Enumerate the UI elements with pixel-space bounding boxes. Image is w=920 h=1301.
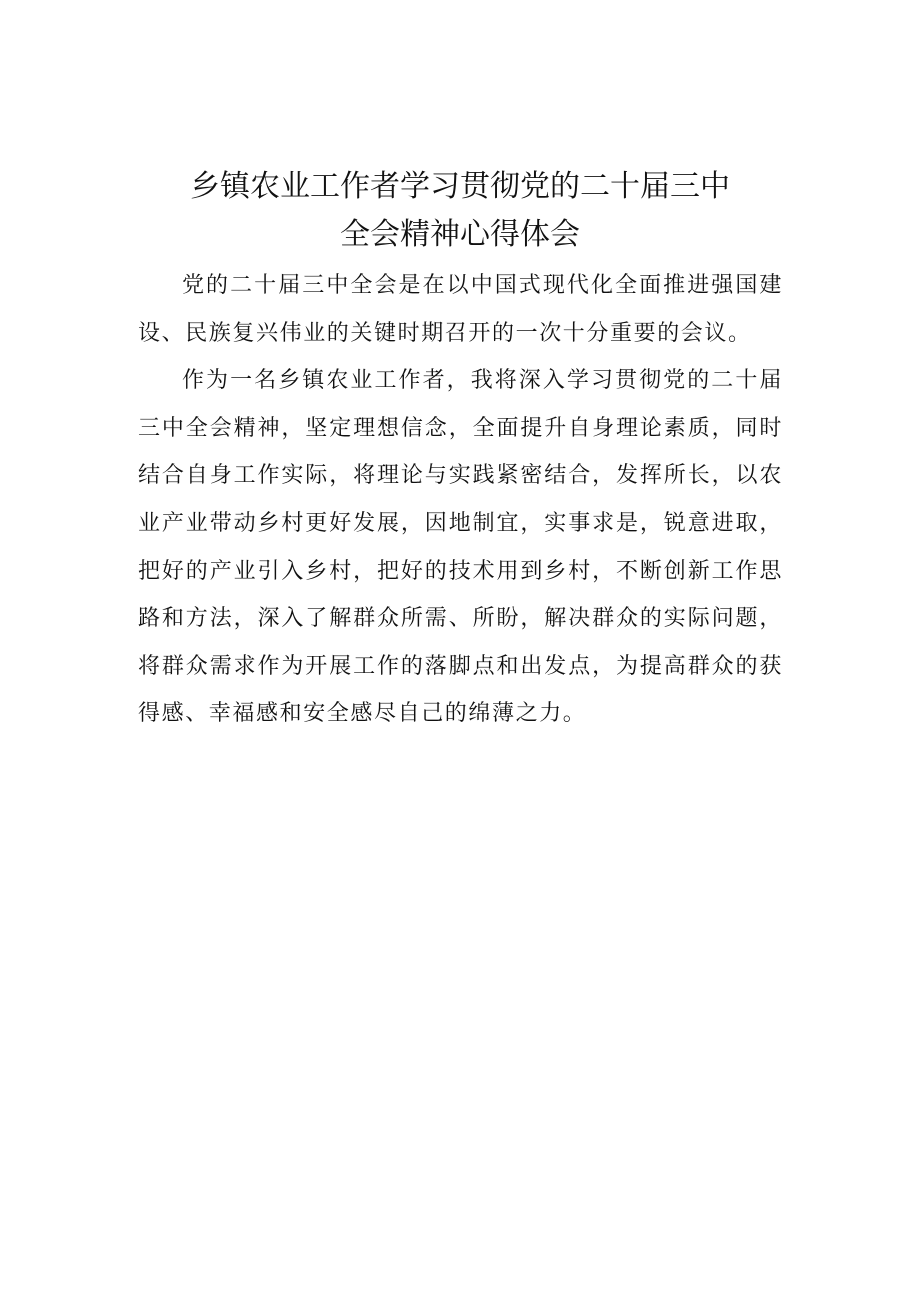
document-body <box>138 262 783 738</box>
document-title-line-1: 乡镇农业工作者学习贯彻党的二十届三中 <box>190 169 730 205</box>
document-title-line-2: 全会精神心得体会 <box>340 217 580 253</box>
document-title <box>140 163 780 259</box>
paragraph-intro: 党的二十届三中全会是在以中国式现代化全面推进强国建设、民族复兴伟业的关键时期召开的一次十分重要的会议。 <box>138 273 783 346</box>
paragraph-commitment: 作为一名乡镇农业工作者，我将深入学习贯彻党的二十届三中全会精神，坚定理想信念，全面提升自身理论素质，同时结合自身工作实际，将理论与实践紧密结合，发挥所长，以农业产业带动乡村更好发展，因地制宜，实事求是，锐意进取，把好的产业引入乡村，把好的技术用到乡村，不断创新工作思路和方法，深入了解群众所需、所盼，解决群众的实际问题，将群众需求作为开展工作的落脚点和出发点，为提高群众的获得感、幸福感和安全感尽自己的绵薄之力。 <box>138 368 783 727</box>
